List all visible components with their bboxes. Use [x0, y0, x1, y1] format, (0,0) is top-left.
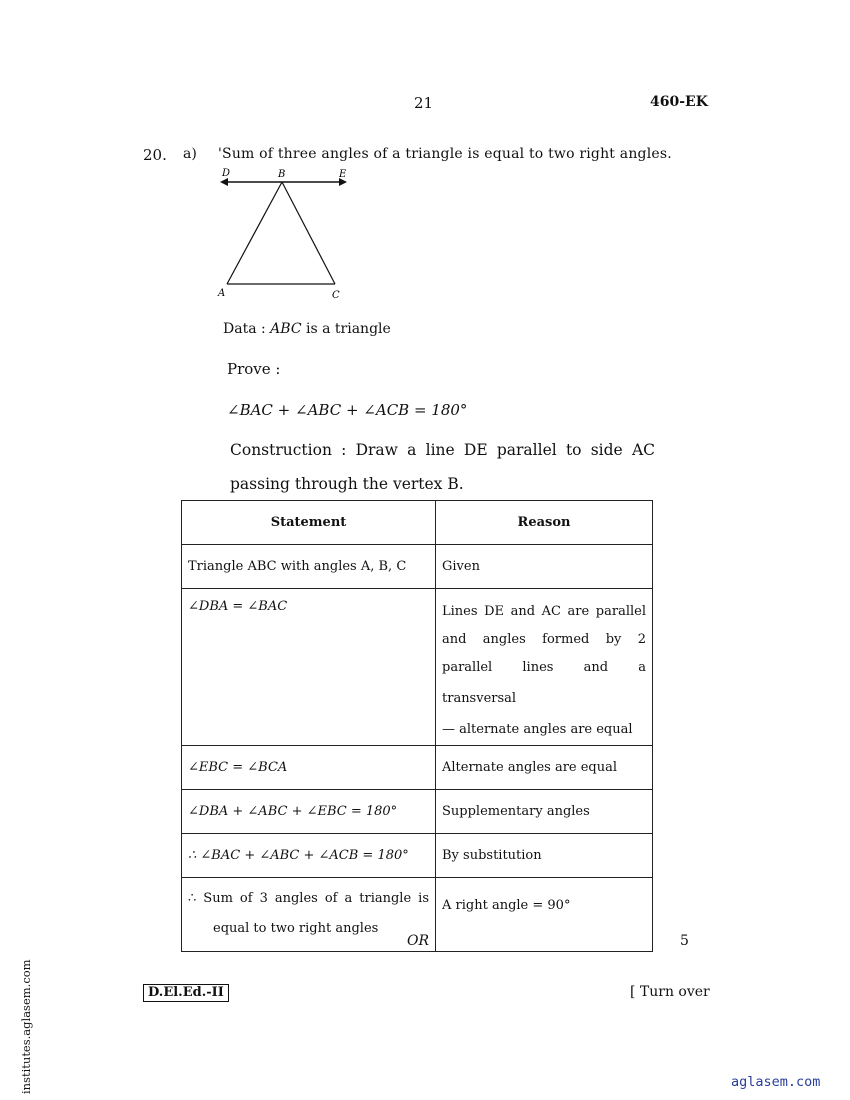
proof-table — [181, 500, 653, 952]
question-number: 20. — [143, 146, 167, 164]
label-d: D — [222, 168, 231, 179]
turn-over: [ Turn over — [630, 984, 710, 1000]
statement-cell: ∠DBA = ∠BAC — [182, 589, 436, 746]
reason-line: — alternate angles are equal — [442, 722, 633, 737]
prove-label: Prove : — [227, 360, 281, 378]
statement-cell: Triangle ABC with angles A, B, C — [182, 545, 436, 589]
reason-cell — [436, 589, 653, 746]
table-row — [182, 790, 653, 834]
to-prove-equation: ∠BAC + ∠ABC + ∠ACB = 180° — [227, 401, 468, 419]
triangle-figure — [212, 164, 362, 304]
data-line: Data : ABC is a triangle — [223, 321, 391, 337]
reason-line: and angles formed by 2 — [442, 632, 646, 647]
reason-cell: By substitution — [436, 834, 653, 878]
header-statement: Statement — [182, 501, 436, 545]
table-row — [182, 834, 653, 878]
reason-cell: Alternate angles are equal — [436, 746, 653, 790]
construction-line-1: Construction : Draw a line DE parallel to side AC — [230, 441, 655, 459]
brand-link[interactable]: aglasem.com — [731, 1074, 821, 1090]
construction-line-2: passing through the vertex B. — [230, 475, 464, 493]
statement-cell: ∴ ∠BAC + ∠ABC + ∠ACB = 180° — [182, 834, 436, 878]
table-row — [182, 589, 653, 746]
reason-cell: Supplementary angles — [436, 790, 653, 834]
label-a: A — [218, 288, 226, 299]
page-number: 21 — [414, 94, 434, 112]
reason-line: Lines DE and AC are parallel — [442, 604, 646, 619]
statement-line: equal to two right angles — [213, 921, 379, 936]
header-reason: Reason — [436, 501, 653, 545]
reason-cell: A right angle = 90° — [436, 878, 653, 952]
course-code: D.El.Ed.-II — [143, 984, 229, 1002]
reason-cell: Given — [436, 545, 653, 589]
side-watermark: institutes.aglasem.com — [19, 959, 33, 1094]
paper-code: 460-EK — [650, 94, 708, 110]
or-label: OR — [407, 933, 430, 949]
label-c: C — [332, 290, 340, 301]
label-b: B — [278, 169, 286, 180]
marks: 5 — [680, 933, 689, 949]
label-e: E — [339, 169, 347, 180]
statement-line: ∴ Sum of 3 angles of a triangle is — [188, 891, 429, 906]
table-row — [182, 545, 653, 589]
reason-line: parallel lines and a transversal — [442, 660, 646, 706]
side-ab — [227, 182, 282, 284]
statement-cell — [182, 878, 436, 952]
table-row — [182, 746, 653, 790]
side-bc — [282, 182, 335, 284]
arrowhead-d — [220, 178, 228, 186]
statement-cell: ∠EBC = ∠BCA — [182, 746, 436, 790]
statement-cell: ∠DBA + ∠ABC + ∠EBC = 180° — [182, 790, 436, 834]
question-statement: 'Sum of three angles of a triangle is equal to two right angles. — [218, 146, 672, 162]
question-part: a) — [183, 146, 197, 162]
